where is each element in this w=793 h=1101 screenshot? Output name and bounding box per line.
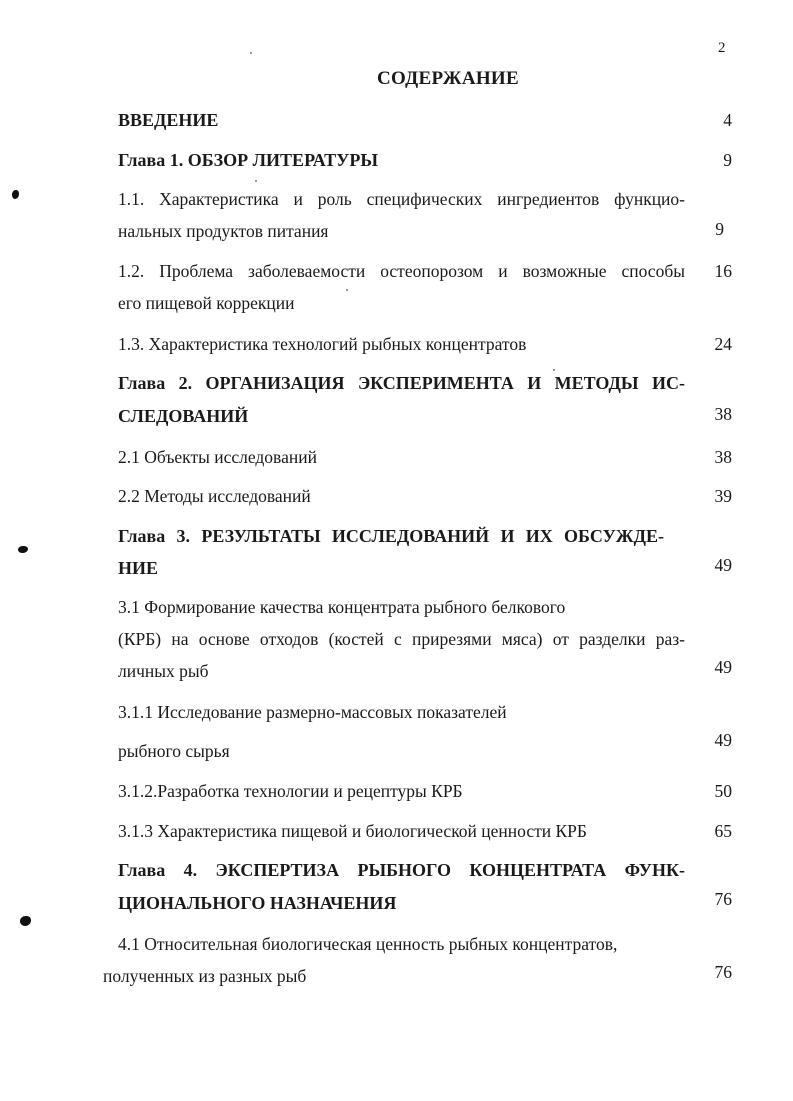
toc-page-number: 4 bbox=[723, 110, 732, 130]
toc-page-number: 49 bbox=[714, 730, 732, 750]
toc-entry-text: нальных продуктов питания bbox=[118, 221, 329, 241]
toc-entry-text: 4.1 Относительная биологическая ценность рыбных концентратов, bbox=[118, 934, 618, 954]
scan-speck bbox=[346, 289, 348, 291]
toc-entry-text: 3.1 Формирование качества концентрата рыбного белкового bbox=[118, 597, 566, 617]
toc-entry-text: Глава 4. ЭКСПЕРТИЗА РЫБНОГО КОНЦЕНТРАТА ФУНК- bbox=[118, 860, 685, 880]
toc-entry-text: 2.2 Методы исследований bbox=[118, 486, 311, 506]
page-number: 2 bbox=[718, 40, 726, 56]
toc-entry-text: личных рыб bbox=[118, 661, 209, 681]
toc-entry-text: 3.1.2.Разработка технологии и рецептуры КРБ bbox=[118, 781, 463, 801]
toc-entry-text: 2.1 Объекты исследований bbox=[118, 447, 317, 467]
toc-entry-text: 3.1.1 Исследование размерно-массовых показателей bbox=[118, 702, 507, 722]
toc-page-number: 16 bbox=[714, 261, 732, 281]
toc-entry-text: полученных из разных рыб bbox=[103, 966, 307, 986]
page-title: СОДЕРЖАНИЕ bbox=[377, 68, 519, 89]
scan-speck bbox=[255, 180, 257, 182]
toc-page-number: 65 bbox=[714, 821, 732, 841]
toc-entry-text: Глава 1. ОБЗОР ЛИТЕРАТУРЫ bbox=[118, 150, 379, 170]
toc-page-number: 76 bbox=[714, 962, 732, 982]
scan-artifact-mark bbox=[18, 546, 28, 553]
toc-entry-text: 1.2. Проблема заболеваемости остеопорозом и возможные способы bbox=[118, 261, 685, 281]
toc-entry-text: 1.3. Характеристика технологий рыбных концентратов bbox=[118, 334, 527, 354]
toc-page-number: 49 bbox=[714, 555, 732, 575]
toc-entry-text: рыбного сырья bbox=[118, 741, 230, 761]
toc-page-number: 9 bbox=[723, 150, 732, 170]
toc-entry-text: СЛЕДОВАНИЙ bbox=[118, 406, 249, 426]
toc-page-number: 76 bbox=[714, 889, 732, 909]
toc-page-number: 38 bbox=[714, 404, 732, 424]
toc-entry-text: 1.1. Характеристика и роль специфических ингредиентов функцио- bbox=[118, 189, 685, 209]
toc-page-number: 9 bbox=[715, 219, 724, 239]
scan-speck bbox=[250, 52, 252, 54]
scan-speck bbox=[553, 369, 555, 371]
scan-artifact-mark bbox=[20, 916, 31, 926]
toc-page-number: 49 bbox=[714, 657, 732, 677]
toc-page-number: 50 bbox=[714, 781, 732, 801]
toc-entry-text: ВВЕДЕНИЕ bbox=[118, 110, 219, 130]
toc-page-number: 24 bbox=[714, 334, 732, 354]
toc-entry-text: Глава 3. РЕЗУЛЬТАТЫ ИССЛЕДОВАНИЙ И ИХ ОБСУЖДЕ- bbox=[118, 526, 664, 546]
toc-entry-text: (КРБ) на основе отходов (костей с прирезями мяса) от разделки раз- bbox=[118, 629, 685, 649]
toc-page-number: 38 bbox=[714, 447, 732, 467]
toc-entry-text: 3.1.3 Характеристика пищевой и биологической ценности КРБ bbox=[118, 821, 587, 841]
toc-page-number: 39 bbox=[714, 486, 732, 506]
toc-entry-text: ЦИОНАЛЬНОГО НАЗНАЧЕНИЯ bbox=[118, 893, 397, 913]
toc-entry-text: его пищевой коррекции bbox=[118, 293, 295, 313]
toc-entry-text: Глава 2. ОРГАНИЗАЦИЯ ЭКСПЕРИМЕНТА И МЕТОДЫ ИС- bbox=[118, 373, 685, 393]
toc-entry-text: НИЕ bbox=[118, 558, 159, 578]
scan-artifact-mark bbox=[12, 190, 19, 199]
